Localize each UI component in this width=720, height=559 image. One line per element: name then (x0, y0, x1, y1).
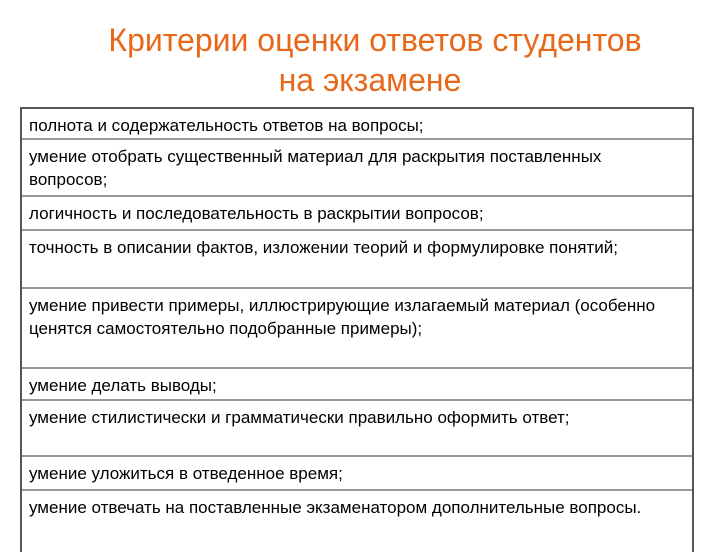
criteria-row (22, 367, 692, 399)
criteria-row (22, 109, 692, 138)
criteria-row (22, 455, 692, 489)
page-title (0, 20, 720, 100)
title-line-2: на экзамене (278, 62, 462, 98)
criteria-row (22, 399, 692, 455)
criteria-row (22, 195, 692, 229)
criteria-text: умение отобрать существенный материал для раскрытия поставленных вопросов; (29, 147, 602, 189)
criteria-row (22, 229, 692, 287)
criteria-row (22, 138, 692, 195)
criteria-text: умение отвечать на поставленные экзаменатором дополнительные вопросы. (29, 498, 642, 517)
criteria-table (20, 107, 694, 552)
criteria-row (22, 489, 692, 559)
criteria-text: умение делать выводы; (29, 376, 217, 395)
criteria-row (22, 287, 692, 367)
criteria-text: умение привести примеры, иллюстрирующие излагаемый материал (особенно ценятся самостоятельно подобранные примеры); (29, 296, 656, 338)
criteria-text: логичность и последовательность в раскрытии вопросов; (29, 204, 484, 223)
title-line-1: Критерии оценки ответов студентов (108, 22, 642, 58)
criteria-text: полнота и содержательность ответов на вопросы; (29, 116, 424, 135)
criteria-text: умение стилистически и грамматически правильно оформить ответ; (29, 408, 570, 427)
criteria-text: умение уложиться в отведенное время; (29, 464, 343, 483)
criteria-text: точность в описании фактов, изложении теорий и формулировке понятий; (29, 238, 618, 257)
